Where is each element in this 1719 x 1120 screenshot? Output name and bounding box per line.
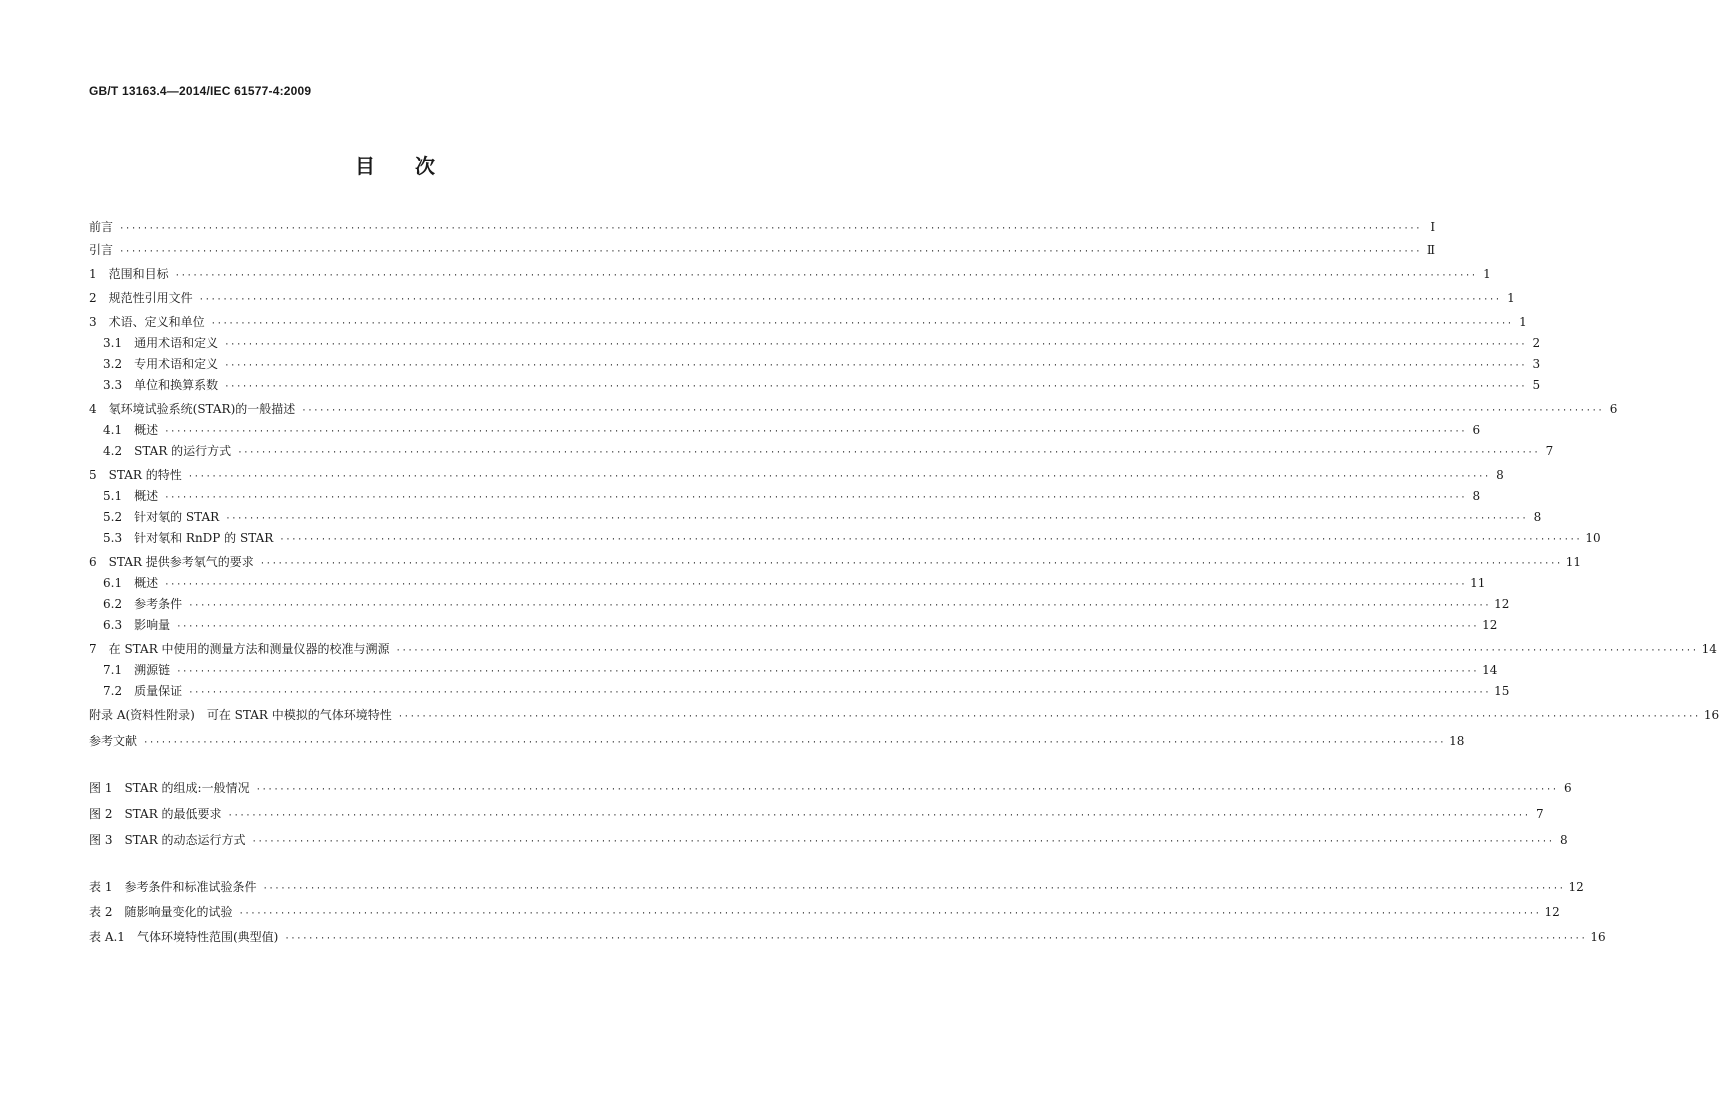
toc-entry[interactable] [89, 265, 1491, 283]
dot-leader: ···························································································································································································································· [237, 448, 1540, 458]
dot-leader: ···························································································································································································································· [238, 909, 1541, 919]
toc-entry-label [89, 529, 273, 547]
toc-entry-text: 附录 A(资料性附录) 可在 STAR 中模拟的气体环境特性 [89, 708, 392, 722]
dot-leader: ···························································································································································································································· [119, 247, 1422, 257]
toc-entry-number: 5.2 [103, 510, 123, 524]
dot-leader: ···························································································································································································································· [143, 738, 1446, 748]
toc-entry-label [89, 313, 205, 331]
dot-leader: ···························································································································································································································· [188, 601, 1491, 611]
toc-entry-label [89, 640, 390, 658]
toc-page-number: 11 [1470, 576, 1486, 590]
toc-entry-text: 氡环境试验系统(STAR)的一般描述 [108, 402, 296, 416]
toc-entry-text: 单位和换算系数 [134, 378, 219, 392]
toc-entry-label [89, 442, 231, 460]
toc-entry[interactable] [89, 289, 1515, 307]
toc-entry[interactable] [89, 376, 1541, 394]
dot-leader: ···························································································································································································································· [251, 837, 1554, 847]
toc-page-number: 6 [1609, 402, 1618, 416]
table-list-entry[interactable] [89, 903, 1560, 921]
figure-list-entry[interactable] [89, 779, 1572, 797]
toc-page-number: Ⅱ [1426, 243, 1436, 257]
toc-entry-label [89, 574, 158, 592]
title-part-1: 目 [355, 154, 377, 178]
toc-entry-number: 表 2 [89, 905, 113, 919]
toc-page-number: 8 [1533, 510, 1542, 524]
toc-entry-number: 3.2 [103, 357, 123, 371]
toc-entry-label [89, 805, 222, 823]
toc-page-number: 18 [1449, 734, 1465, 748]
toc-entry-number: 7 [89, 642, 97, 656]
dot-leader: ···························································································································································································································· [284, 934, 1587, 944]
toc-entry-label [89, 508, 219, 526]
dot-leader: ···························································································································································································································· [224, 361, 1527, 371]
toc-entry-label [89, 595, 182, 613]
toc-entry-number: 6.1 [103, 576, 123, 590]
toc-entry-text: 概述 [134, 576, 159, 590]
toc-entry[interactable] [89, 682, 1510, 700]
toc-entry[interactable] [89, 218, 1436, 236]
toc-entry-number: 2 [89, 291, 97, 305]
dot-leader: ···························································································································································································································· [188, 688, 1491, 698]
dot-leader: ···························································································································································································································· [174, 271, 1477, 281]
toc-entry-number: 3 [89, 315, 97, 329]
table-list-entry[interactable] [89, 878, 1584, 896]
toc-entry[interactable] [89, 508, 1542, 526]
toc-entry[interactable] [89, 574, 1486, 592]
toc-page-number: 15 [1494, 684, 1510, 698]
toc-page-number: 12 [1544, 905, 1560, 919]
dot-leader: ···························································································································································································································· [164, 427, 1467, 437]
toc-entry-label [89, 289, 193, 307]
standard-number: GB/T 13163.4—2014/IEC 61577-4:2009 [89, 84, 312, 98]
toc-entry-number: 图 2 [89, 807, 113, 821]
toc-entry[interactable] [89, 640, 1717, 658]
toc-entry-label [89, 241, 113, 259]
toc-page-number: 3 [1532, 357, 1541, 371]
toc-entry[interactable] [89, 706, 1719, 724]
dot-leader: ···························································································································································································································· [224, 340, 1527, 350]
toc-entry-number: 表 1 [89, 880, 113, 894]
toc-entry-text: 在 STAR 中使用的测量方法和测量仪器的校准与溯源 [108, 642, 390, 656]
toc-entry-text: 气体环境特性范围(典型值) [136, 930, 279, 944]
toc-entry-label [89, 616, 170, 634]
dot-leader: ···························································································································································································································· [227, 811, 1530, 821]
toc-page-number: 1 [1507, 291, 1515, 305]
toc-page-number: 8 [1472, 489, 1481, 503]
dot-leader: ···························································································································································································································· [176, 667, 1479, 677]
toc-entry-label [89, 376, 218, 394]
toc-entry-number: 7.1 [103, 663, 123, 677]
toc-page-number: 12 [1494, 597, 1510, 611]
dot-leader: ···························································································································································································································· [164, 580, 1467, 590]
toc-entry-number: 4 [89, 402, 97, 416]
dot-leader: ···························································································································································································································· [224, 382, 1527, 392]
toc-page-number: 8 [1559, 833, 1568, 847]
toc-entry-label [89, 466, 182, 484]
toc-entry-text: STAR 的特性 [108, 468, 182, 482]
toc-entry-label [89, 903, 232, 921]
toc-entry-label [89, 334, 218, 352]
toc-page-number: 5 [1532, 378, 1541, 392]
toc-entry[interactable] [89, 487, 1481, 505]
toc-entry-text: 参考文献 [89, 734, 138, 748]
toc-page-number: 12 [1568, 880, 1584, 894]
toc-entry[interactable] [89, 400, 1618, 418]
toc-page-number: 10 [1585, 531, 1601, 545]
toc-entry-text: 概述 [134, 423, 159, 437]
toc-entry-number: 6.3 [103, 618, 123, 632]
toc-entry-text: 参考条件和标准试验条件 [124, 880, 257, 894]
toc-entry-number: 5 [89, 468, 97, 482]
toc-entry[interactable] [89, 355, 1541, 373]
dot-leader: ···························································································································································································································· [164, 493, 1467, 503]
toc-entry-label [89, 487, 158, 505]
toc-page-number: 7 [1545, 444, 1554, 458]
toc-page-number: 14 [1482, 663, 1498, 677]
toc-entry[interactable] [89, 732, 1465, 750]
toc-page-number: 6 [1564, 781, 1572, 795]
toc-entry-label [89, 421, 158, 439]
toc-entry-number: 6.2 [103, 597, 123, 611]
toc-entry-text: 随影响量变化的试验 [124, 905, 233, 919]
toc-page-number: 2 [1532, 336, 1541, 350]
toc-page-number: 1 [1519, 315, 1527, 329]
toc-entry-number: 表 A.1 [89, 930, 125, 944]
toc-entry-text: STAR 的组成:一般情况 [124, 781, 250, 795]
toc-entry-number: 图 3 [89, 833, 113, 847]
toc-entry-text: 影响量 [134, 618, 171, 632]
toc-entry-label [89, 928, 278, 946]
toc-entry-text: 规范性引用文件 [108, 291, 193, 305]
dot-leader: ···························································································································································································································· [255, 785, 1558, 795]
toc-entry-label [89, 355, 218, 373]
toc-entry-number: 7.2 [103, 684, 123, 698]
toc-page-number: 8 [1496, 468, 1504, 482]
dot-leader: ···························································································································································································································· [176, 622, 1479, 632]
toc-entry[interactable] [89, 442, 1554, 460]
toc-entry-text: 质量保证 [134, 684, 183, 698]
toc-entry-text: 针对氡的 STAR [134, 510, 220, 524]
dot-leader: ···························································································································································································································· [119, 224, 1422, 234]
toc-entry-number: 1 [89, 267, 97, 281]
dot-leader: ···························································································································································································································· [395, 646, 1698, 656]
toc-entry-text: STAR 提供参考氡气的要求 [108, 555, 254, 569]
toc-entry-number: 5.1 [103, 489, 123, 503]
toc-entry-text: 针对氡和 RnDP 的 STAR [134, 531, 274, 545]
toc-entry-label [89, 400, 295, 418]
figure-list-entry[interactable] [89, 831, 1568, 849]
toc-entry-text: STAR 的最低要求 [124, 807, 222, 821]
toc-entry-number: 4.1 [103, 423, 123, 437]
toc-entry[interactable] [89, 553, 1582, 571]
dot-leader: ···························································································································································································································· [198, 295, 1501, 305]
dot-leader: ···························································································································································································································· [187, 472, 1490, 482]
toc-entry[interactable] [89, 334, 1541, 352]
toc-entry-text: STAR 的运行方式 [134, 444, 232, 458]
dot-leader: ···························································································································································································································· [259, 559, 1562, 569]
toc-page-number: 1 [1483, 267, 1491, 281]
toc-entry-text: 通用术语和定义 [134, 336, 219, 350]
toc-page-number: Ⅰ [1430, 220, 1436, 234]
table-list-entry[interactable] [89, 928, 1606, 946]
toc-entry-label [89, 878, 256, 896]
toc-page-number: 11 [1565, 555, 1582, 569]
toc-entry[interactable] [89, 661, 1498, 679]
figure-list-entry[interactable] [89, 805, 1544, 823]
dot-leader: ···························································································································································································································· [279, 535, 1582, 545]
toc-entry-label [89, 265, 169, 283]
toc-entry-text: 引言 [89, 243, 114, 257]
toc-page-number: 14 [1701, 642, 1717, 656]
toc-entry-text: 参考条件 [134, 597, 183, 611]
toc-entry[interactable] [89, 466, 1504, 484]
toc-entry-text: STAR 的动态运行方式 [124, 833, 246, 847]
toc-entry-number: 5.3 [103, 531, 123, 545]
dot-leader: ···························································································································································································································· [210, 319, 1513, 329]
toc-entry-text: 前言 [89, 220, 114, 234]
toc-entry[interactable] [89, 616, 1498, 634]
toc-entry[interactable] [89, 241, 1436, 259]
toc-entry-text: 范围和目标 [108, 267, 169, 281]
toc-entry-number: 3.3 [103, 378, 123, 392]
toc-entry[interactable] [89, 313, 1527, 331]
toc-entry-text: 溯源链 [134, 663, 171, 677]
dot-leader: ···························································································································································································································· [301, 406, 1604, 416]
page-title [0, 150, 792, 179]
toc-entry-number: 3.1 [103, 336, 123, 350]
toc-entry-text: 概述 [134, 489, 159, 503]
dot-leader: ···························································································································································································································· [397, 712, 1700, 722]
toc-entry-text: 术语、定义和单位 [108, 315, 205, 329]
toc-entry-number: 4.2 [103, 444, 123, 458]
title-part-2: 次 [415, 154, 437, 178]
toc-page-number: 16 [1590, 930, 1606, 944]
toc-entry-label [89, 682, 182, 700]
toc-entry-text: 专用术语和定义 [134, 357, 219, 371]
toc-entry[interactable] [89, 595, 1510, 613]
toc-page-number: 12 [1482, 618, 1498, 632]
dot-leader: ···························································································································································································································· [225, 514, 1528, 524]
toc-entry-number: 图 1 [89, 781, 113, 795]
toc-entry-label [89, 218, 113, 236]
toc-entry-number: 6 [89, 555, 97, 569]
toc-entry-label [89, 706, 392, 724]
toc-entry-label [89, 831, 246, 849]
toc-entry[interactable] [89, 529, 1601, 547]
toc-entry-label [89, 779, 250, 797]
toc-entry-label [89, 732, 137, 750]
toc-page-number: 7 [1535, 807, 1544, 821]
toc-page-number: 6 [1472, 423, 1481, 437]
toc-entry[interactable] [89, 421, 1481, 439]
toc-page-number: 16 [1703, 708, 1719, 722]
toc-entry-label [89, 553, 254, 571]
dot-leader: ···························································································································································································································· [262, 884, 1565, 894]
toc-entry-label [89, 661, 170, 679]
